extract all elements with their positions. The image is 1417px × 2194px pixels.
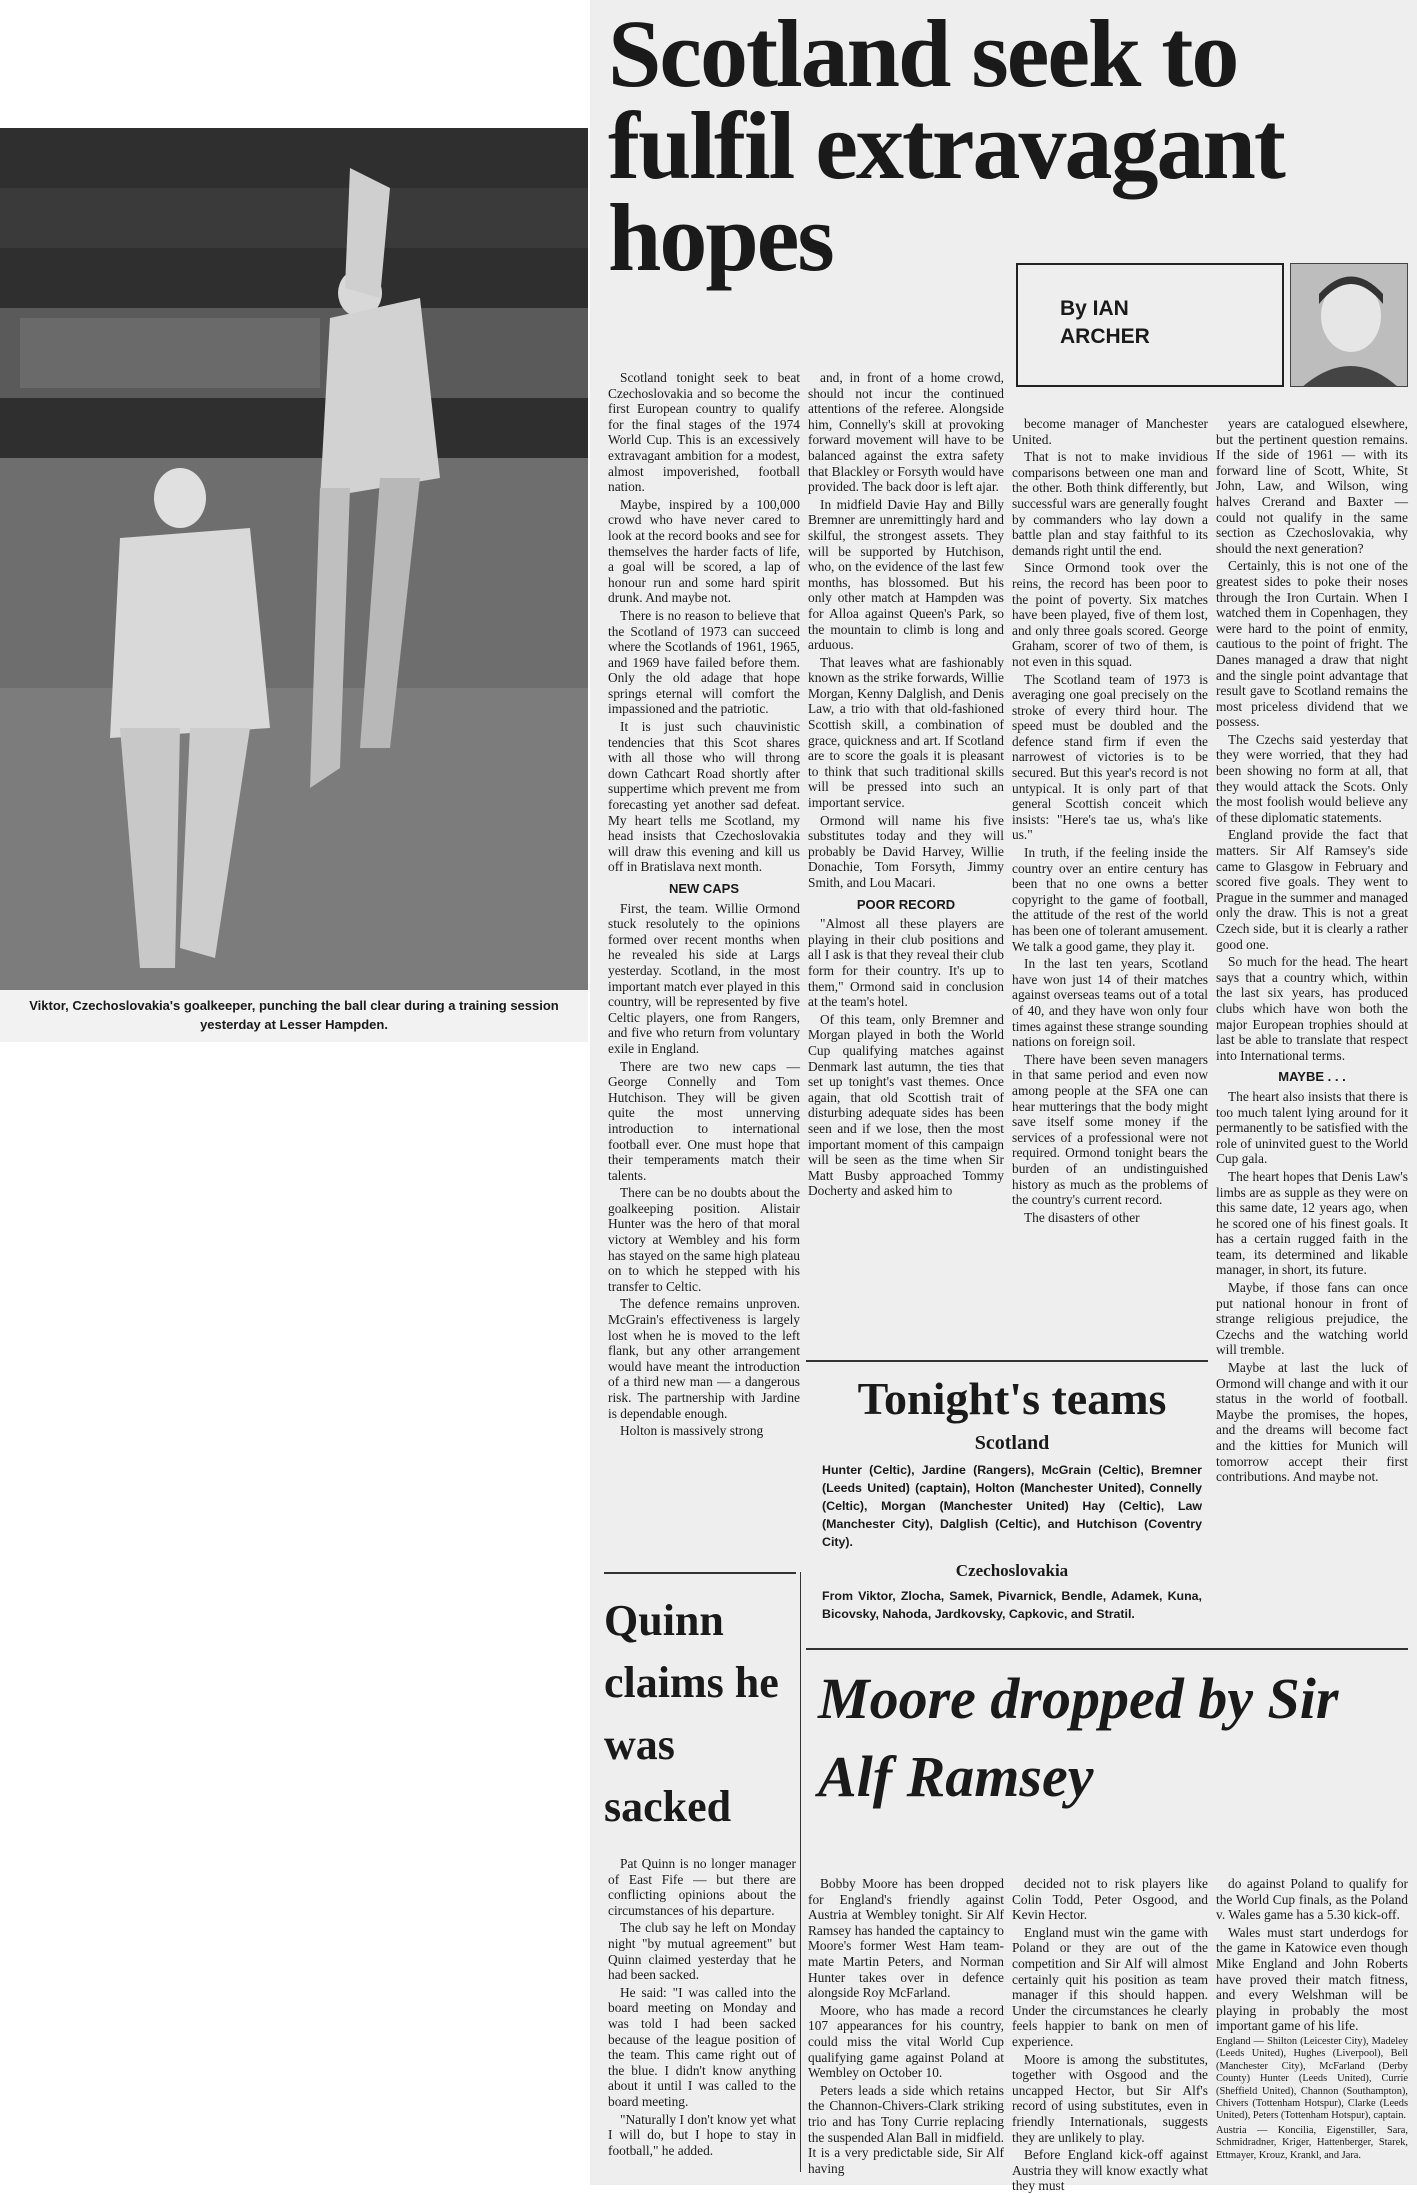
teams-bottom-rule bbox=[806, 1648, 1408, 1650]
main-col2-p1: and, in front of a home crowd, should not incur the continued attentions of the referee. Alongside him, Connelly's skill at provoking forward movement will have to be balanced against the extra safety that Blackley or Forsyth would have provided. The back door is left ajar. bbox=[808, 370, 1004, 495]
photo-caption: Viktor, Czechoslovakia's goalkeeper, punching the ball clear during a training session yesterday at Lesser Hampden. bbox=[0, 990, 588, 1042]
main-col3-p8: The disasters of other bbox=[1024, 1209, 1140, 1225]
teams-title: Tonight's teams bbox=[857, 1373, 1167, 1424]
moore-col2-p3: Moore is among the substitutes, together with Osgood and the uncapped Hector, but Sir Alf's record of using substitutes, even in friendly Internationals, suggests they are unlikely to play. bbox=[1012, 2051, 1208, 2145]
main-col1-p4: It is just such chauvinistic tendencies that this Scot shares with all those who will throng down Cathcart Road shortly after suppertime which prevent me from forecasting yet another sad defeat. My heart tells me Scotland, my head insists that Czechoslovakia will draw this evening and kill us off in Bratislava next month. bbox=[608, 719, 800, 875]
main-col4b-p4: Maybe at last the luck of Ormond will change and with it our status in the world of football. Maybe the promises, the hopes, and the dreams will become fact and the kitties for Munich will tomorrow accept their first contributions. And maybe not. bbox=[1216, 1360, 1408, 1485]
subhead-poor-record: POOR RECORD bbox=[856, 896, 956, 912]
main-col3-p2: That is not to make invidious comparisons between one man and the other. Both think differently, but successful wars are generally fought by commanders who lay down a battle plan and stay faithful to its demands right until the end. bbox=[1012, 449, 1208, 558]
main-col3-p5: In truth, if the feeling inside the country over an entire century has been that no one owns a better copyright to the game of football, the attitude of the rest of the world has been one of tolerant amusement. We talk a good game, they play it. bbox=[1012, 845, 1208, 954]
moore-col-3 bbox=[1216, 1876, 1408, 2162]
byline: By IAN ARCHER bbox=[1060, 297, 1150, 348]
moore-col2-p2: England must win the game with Poland or they are out of the competition and Sir Alf will almost certainly quit his position as team manager if this should happen. Under the circumstances he clearly feels happier to bank on men of experience. bbox=[1012, 1924, 1208, 2049]
main-col4-p5: So much for the head. The heart says that a country which, within the last six years, has produced clubs which have won both the major European trophies should at last be able to translate that respect into International terms. bbox=[1216, 954, 1408, 1063]
main-col2b-p2: Of this team, only Bremner and Morgan played in both the World Cup qualifying matches against Denmark last autumn, the ties that set up tonight's vast themes. Once again, that old Scottish trait of disturbing adequate sides has been seen and if we lose, then the most important moment of this campaign will be seen as the time when Sir Matt Busby approached Tommy Docherty and asked him to bbox=[808, 1011, 1004, 1199]
main-col3-p4: The Scotland team of 1973 is averaging one goal precisely on the stroke of every third hour. The speed must be doubled and the defence stand firm if even the narrowest of victories is to be secured. But this year's record is not untypical. It is only part of that general Scottish conceit which insists: "Here's tae us, wha's like us." bbox=[1012, 671, 1208, 843]
main-col3-p6: In the last ten years, Scotland have won just 14 of their matches against overseas teams out of a total of 40, and they have won only four times against these strange sounding nations on foreign soil. bbox=[1012, 956, 1208, 1050]
main-col4-p4: England provide the fact that matters. Sir Alf Ramsey's side came to Glasgow in February and scored five goals. They went to Prague in the summer and managed only the draw. This is not a great Czech side, but it is clearly a rather good one. bbox=[1216, 827, 1408, 952]
main-col3-p3: Since Ormond took over the reins, the record has been poor to the point of poverty. Six matches have been played, five of them lost, and only three goals scored. George Graham, scorer of two of them, is not even in this squad. bbox=[1012, 560, 1208, 669]
training-photo bbox=[0, 128, 588, 990]
main-col2-p3: That leaves what are fashionably known as the strike forwards, Willie Morgan, Kenny Dalglish, and Denis Law, a trio with that old-fashioned Scottish skill, a combination of grace, quickness and art. If Scotland are to score the goals it is pleasant to think that such traditional skills will be pressed into such an important service. bbox=[808, 654, 1004, 811]
quinn-body bbox=[608, 1856, 796, 2158]
quinn-p3: He said: "I was called into the board meeting on Monday and was told I had been sacked because of the league position of the team. This came right out of the blue. I didn't know anything about it until I was called to the board meeting. bbox=[608, 1984, 796, 2109]
main-col4b-p2: The heart hopes that Denis Law's limbs are as supple as they were on this same date, 12 years ago, when he scored one of his finest goals. It has a certain rugged faith in the team, its determined and likable manager, in short, its future. bbox=[1216, 1168, 1408, 1278]
quinn-divider bbox=[800, 1572, 801, 2172]
teams-czech-list: From Viktor, Zlocha, Samek, Pivarnick, Bendle, Adamek, Kuna, Bicovsky, Nahoda, Jardkovsky, Capkovic, and Stratil. bbox=[822, 1589, 1202, 1621]
quinn-p2: The club say he left on Monday night "by mutual agreement" but Quinn claimed yesterday that he had been sacked. bbox=[608, 1920, 796, 1983]
main-col3-p7: There have been seven managers in that same period and even now among people at the SFA one can hear mutterings that the body might save itself some money if the services of a professional were not required. Ormond tonight bears the burden of an undistinguished history as much as the problems of the country's current record. bbox=[1012, 1051, 1208, 1208]
moore-col3-p1: do against Poland to qualify for the World Cup finals, as the Poland v. Wales game has a 5.30 kick-off. bbox=[1216, 1876, 1408, 1923]
quinn-top-rule bbox=[604, 1572, 796, 1574]
quinn-p4: "Naturally I don't know yet what I will do, but I hope to stay in football," he added. bbox=[608, 2111, 796, 2158]
main-col1-p2: Maybe, inspired by a 100,000 crowd who have never cared to look at the record books and see for themselves the harder facts of life, a goal will be scored, a lap of honour run and some hard spirit drunk. And maybe not. bbox=[608, 496, 800, 606]
moore-col-1 bbox=[808, 1876, 1004, 2176]
main-col1b-p4: The defence remains unproven. McGrain's effectiveness is largely lost when he is moved to the left flank, but any other arrangement would have meant the introduction of a third new man — a dangerous risk. The partnership with Jardine is dependable enough. bbox=[608, 1296, 800, 1421]
teams-top-rule bbox=[806, 1360, 1208, 1362]
main-col-4 bbox=[1216, 416, 1408, 1485]
moore-col1-p3: Peters leads a side which retains the Channon-Chivers-Clark striking trio and has Tony Currie replacing the suspended Alan Ball in midfield. It is a very predictable side, Sir Alf having bbox=[808, 2082, 1004, 2176]
moore-col3-p2: Wales must start underdogs for the game in Katowice even though Mike England and John Roberts have proved their match fitness, and every Welshman will be playing in probably the most important game of his life. bbox=[1216, 1924, 1408, 2034]
main-col4b-p1: The heart also insists that there is too much talent lying around for it permanently to be satisfied with the role of uninvited guest to the World Cup gala. bbox=[1216, 1088, 1408, 1167]
main-col-3 bbox=[1012, 416, 1208, 1225]
main-col4-p1: years are catalogued elsewhere, but the pertinent question remains. If the side of 1961 — with its forward line of Scott, White, St John, Law, and Wilson, wing halves Crerand and Baxter — could not qualify in the same section as Czechoslovakia, why should the next generation? bbox=[1216, 416, 1408, 556]
teams-scotland-label: Scotland bbox=[974, 1432, 1050, 1454]
main-col-2 bbox=[808, 370, 1004, 1199]
main-col1b-p5: Holton is massively strong bbox=[620, 1423, 764, 1439]
moore-england-team: England — Shilton (Leicester City), Madeley (Leeds United), Hughes (Liverpool), Bell (Manchester City), McFarland (Derby County) Hunter (Leeds United), Currie (Sheffield United), Channon (Southampton), Chivers (Tottenham Hotspur), Clarke (Leeds United), Peters (Tottenham Hotspur), captain. bbox=[1216, 2035, 1408, 2122]
main-col1-p3: There is no reason to believe that the Scotland of 1973 can succeed where the Scotlands of 1961, 1965, and 1969 have failed before them. Only the old adage that hope springs eternal will comfort the impassioned and the patriotic. bbox=[608, 607, 800, 717]
main-col4-p2: Certainly, this is not one of the greatest sides to poke their noses through the Iron Curtain. When I watched them in Copenhagen, they were hard to the point of enmity, cautious to the point of fright. The Danes managed a draw that night and the single point advantage that result gave to Scotland remains the most priceless dividend that we possess. bbox=[1216, 558, 1408, 730]
moore-col2-p4: Before England kick-off against Austria they will know exactly what they must bbox=[1012, 2147, 1208, 2194]
moore-col1-p1: Bobby Moore has been dropped for England's friendly against Austria at Wembley tonight. Sir Alf Ramsey has handed the captaincy to Moore's former West Ham team-mate Martin Peters, and Norman Hunter takes over in defence alongside Roy McFarland. bbox=[808, 1876, 1004, 2001]
author-portrait bbox=[1290, 263, 1408, 387]
subhead-new-caps: NEW CAPS bbox=[668, 881, 740, 896]
main-col1b-p2: There are two new caps — George Connelly and Tom Hutchison. They will be given quite the most unnerving introduction to international football ever. One must hope that their temperaments match their talents. bbox=[608, 1058, 800, 1183]
moore-col-2 bbox=[1012, 1876, 1208, 2194]
quinn-p1: Pat Quinn is no longer manager of East Fife — but there are conflicting opinions about the circumstances of his departure. bbox=[608, 1856, 796, 1918]
moore-col1-p2: Moore, who has made a record 107 appearances for his country, could miss the vital World Cup qualifying game against Poland at Wembley on October 10. bbox=[808, 2002, 1004, 2081]
teams-box bbox=[822, 1432, 1202, 1623]
main-col4-p3: The Czechs said yesterday that they were worried, that they had been showing no form at all, that they would attack the Scots. Only the most foolish would believe any of these diplomatic statements. bbox=[1216, 731, 1408, 825]
moore-col2-p1: decided not to risk players like Colin Todd, Peter Osgood, and Kevin Hector. bbox=[1012, 1876, 1208, 1923]
main-col1b-p1: First, the team. Willie Ormond stuck resolutely to the opinions formed over recent months when he revealed his side at Largs yesterday. Scotland, in the most important match ever played in this country, will be represented by five Celtic players, one from Rangers, and five who return from voluntary exile in England. bbox=[608, 900, 800, 1056]
main-col2b-p1: "Almost all these players are playing in their club positions and all I ask is that they reveal their club form for their country. It's up to them," Ormond said in conclusion at the team's hotel. bbox=[808, 916, 1004, 1010]
teams-scotland-list: Hunter (Celtic), Jardine (Rangers), McGrain (Celtic), Bremner (Leeds United) (captain), Holton (Manchester United), Connelly (Celtic), Morgan (Manchester United) Hay (Celtic), Law (Manchester City), Dalglish (Celtic), and Hutchison (Coventry City). bbox=[822, 1463, 1202, 1549]
main-col2-p2: In midfield Davie Hay and Billy Bremner are unremittingly hard and skilful, the strongest assets. They will be supported by Hutchison, who, on the evidence of the last few months, has blossomed. But his only other match at Hampden was for Alloa against Queen's Park, so the mountain to climb is long and arduous. bbox=[808, 496, 1004, 653]
subhead-maybe: MAYBE . . . bbox=[1278, 1069, 1346, 1085]
main-headline: Scotland seek to fulfil extravagant hopes bbox=[608, 0, 1284, 291]
moore-austria-team: Austria — Koncilia, Eigenstiller, Sara, Schmidradner, Kriger, Hattenberger, Starek, Ettmayer, Krouz, Krankl, and Jara. bbox=[1216, 2124, 1408, 2161]
quinn-headline: Quinn claims he was sacked bbox=[604, 1596, 779, 1831]
main-col4b-p3: Maybe, if those fans can once put national honour in front of strange religious prejudice, the Czechs and the watching world will tremble. bbox=[1216, 1280, 1408, 1358]
main-col-1 bbox=[608, 370, 800, 1439]
moore-headline: Moore dropped by Sir Alf Ramsey bbox=[818, 1666, 1339, 1809]
main-col1b-p3: There can be no doubts about the goalkeeping position. Alistair Hunter was the hero of that moral victory at Wembley and his form has stayed on the same high plateau on to which he stepped with his transfer to Celtic. bbox=[608, 1185, 800, 1294]
goalkeeper-photo-image bbox=[0, 128, 588, 990]
main-col2-p4: Ormond will name his five substitutes today and they will probably be David Harvey, Willie Donachie, Tom Forsyth, Jimmy Smith, and Lou Macari. bbox=[808, 812, 1004, 890]
teams-czech-label: Czechoslovakia bbox=[955, 1561, 1069, 1580]
main-col3-p1: become manager of Manchester United. bbox=[1012, 416, 1208, 447]
main-col1-p1: Scotland tonight seek to beat Czechoslovakia and so become the first European country to qualify for the final stages of the 1974 World Cup. This is an excessively extravagant ambition for a modest, almost impoverished, football nation. bbox=[608, 370, 800, 495]
